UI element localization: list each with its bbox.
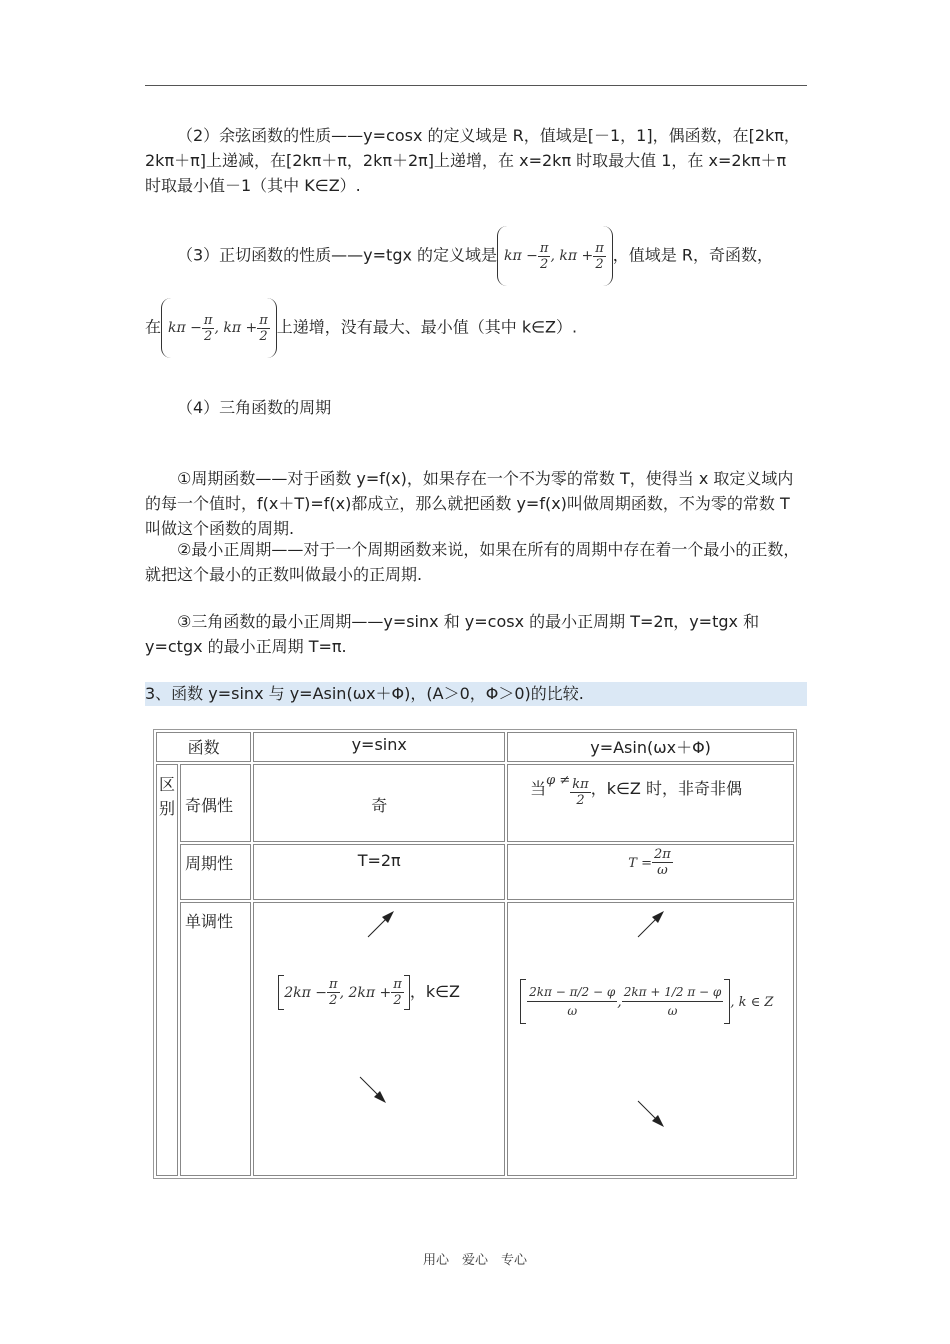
tangent-text-c: 在 — [145, 317, 162, 337]
row-period — [156, 844, 794, 900]
header-function: 函数 — [156, 732, 251, 762]
sin-increasing-interval: 2kπ − $\frac{\pi}{2}$ , 2kπ + $\frac{\pi}{2}$ ，k∈Z — [278, 975, 460, 1010]
tangent-text-b: ，值域是 R，奇函数， — [612, 245, 773, 265]
comparison-table — [153, 729, 797, 1179]
page-footer: 用心 爱心 专心 — [422, 1253, 527, 1268]
label-monotonicity: 单调性 — [180, 902, 251, 1176]
asin-monotonicity-cell — [507, 902, 794, 1176]
header-asin: y=Asin(ωx＋Φ) — [507, 732, 794, 762]
paragraph-cosine-text: （2）余弦函数的性质——y=cosx 的定义域是 R，值域是[－1，1]，偶函数，在[2kπ，2kπ＋π]上递减，在[2kπ＋π，2kπ＋2π]上递增，在 x=2kπ 时取最大值 1，在 x=2kπ＋π 时取最小值－1（其中 K∈Z）. — [145, 126, 800, 195]
row-parity — [156, 764, 794, 842]
tangent-text-d: 上递增，没有最大、最小值（其中 k∈Z）. — [276, 317, 578, 337]
asin-increasing-interval: $\frac{2k\pi - \pi/2 - \varphi}{\omega}$ , $\frac{2k\pi + 1/2 \pi - \varphi}{\omega}$ , k ∈ Z — [520, 979, 773, 1024]
sin-parity-value: 奇 — [253, 764, 505, 842]
arrow-down-icon — [634, 1097, 668, 1131]
asin-period-value: T = $\frac{2\pi}{\omega}$ — [507, 844, 794, 900]
paragraph-periodic-function: ①周期函数——对于函数 y=f(x)，如果存在一个不为零的常数 T，使得当 x 取定义域内的每一个值时，f(x＋T)=f(x)都成立，那么就把函数 y=f(x)叫做周期函数，不为零的常数 T 叫做这个函数的周期. — [145, 469, 794, 538]
asin-parity-value: 当$^{\varphi \ne}$ $\frac{k\pi}{2}$ ，k∈Z 时，非奇非偶 — [507, 764, 794, 842]
paragraph-period-heading: （4）三角函数的周期 — [177, 398, 332, 417]
table-header-row — [156, 732, 794, 762]
sin-monotonicity-cell — [253, 902, 505, 1176]
sin-period-value: T=2π — [253, 844, 505, 900]
tangent-domain-interval: kπ − $\frac{\pi}{2}$ , kπ + $\frac{\pi}{2}$ — [497, 226, 613, 286]
paragraph-cosine — [145, 123, 807, 198]
row-monotonicity — [156, 902, 794, 1176]
arrow-down-icon — [356, 1073, 390, 1107]
arrow-up-icon — [634, 907, 668, 941]
paragraph-tangent-line2 — [145, 298, 807, 350]
paragraph-trig-min-period: ③三角函数的最小正周期——y=sinx 和 y=cosx 的最小正周期 T=2π，y=tgx 和 y=ctgx 的最小正周期 T=π. — [145, 612, 760, 656]
header-rule — [145, 85, 807, 86]
header-sinx: y=sinx — [253, 732, 505, 762]
label-parity: 奇偶性 — [180, 764, 251, 842]
paragraph-min-period: ②最小正周期——对于一个周期函数来说，如果在所有的周期中存在着一个最小的正数，就把这个最小的正数叫做最小的正周期. — [145, 540, 800, 584]
section-3-heading: 3、函数 y=sinx 与 y=Asin(ωx＋Φ)，(A＞0，Φ＞0)的比较. — [145, 682, 807, 706]
group-label-difference: 区别 — [156, 764, 178, 1176]
tangent-increasing-interval: kπ − $\frac{\pi}{2}$ , kπ + $\frac{\pi}{2}$ — [161, 298, 277, 358]
label-period: 周期性 — [180, 844, 251, 900]
arrow-up-icon — [364, 907, 398, 941]
tangent-text-a: （3）正切函数的性质——y=tgx 的定义域是 — [177, 245, 498, 265]
paragraph-tangent-line1 — [145, 226, 807, 278]
